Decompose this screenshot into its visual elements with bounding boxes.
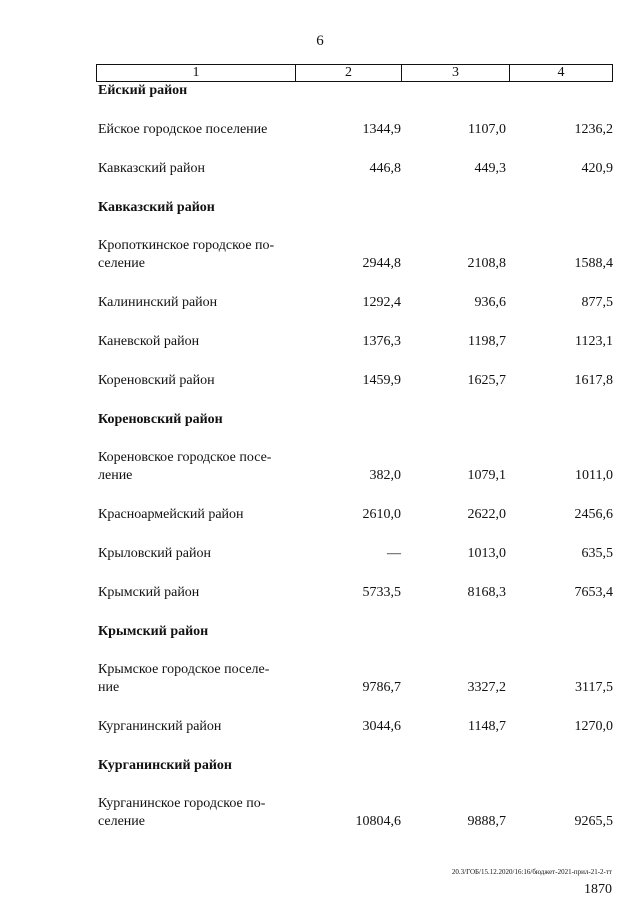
table-row bbox=[96, 696, 613, 736]
table-row bbox=[96, 562, 613, 602]
value-col-4: 2456,6 bbox=[574, 507, 613, 522]
value-col-4: 9265,5 bbox=[574, 814, 613, 829]
row-name: Кавказский район bbox=[98, 161, 206, 176]
table-row bbox=[96, 484, 613, 524]
row-name: Красноармейский район bbox=[98, 507, 244, 522]
value-col-3: 8168,3 bbox=[467, 585, 506, 600]
table-row bbox=[96, 233, 613, 273]
header-cell-3: 3 bbox=[401, 65, 509, 81]
value-col-4: 1123,1 bbox=[575, 334, 613, 349]
value-col-4: 420,9 bbox=[581, 161, 613, 176]
value-col-2: 382,0 bbox=[369, 468, 401, 483]
value-col-2: 9786,7 bbox=[362, 680, 401, 695]
row-name: Калининский район bbox=[98, 295, 218, 310]
value-col-2: 1292,4 bbox=[362, 295, 401, 310]
value-col-4: 1236,2 bbox=[574, 122, 613, 137]
row-name: Кореновский район bbox=[98, 373, 215, 388]
table-row bbox=[96, 138, 613, 178]
value-col-3: 3327,2 bbox=[467, 680, 506, 695]
value-col-2: — bbox=[387, 546, 401, 561]
value-col-2: 10804,6 bbox=[355, 814, 401, 829]
value-col-4: 7653,4 bbox=[574, 585, 613, 600]
value-col-3: 1107,0 bbox=[468, 122, 506, 137]
section-heading-row bbox=[96, 60, 613, 100]
row-name: Курганинское городское по- селение bbox=[98, 796, 266, 829]
value-col-3: 1013,0 bbox=[467, 546, 506, 561]
row-name: Кореновское городское посе- ление bbox=[98, 450, 272, 483]
value-col-4: 1588,4 bbox=[574, 256, 613, 271]
value-col-2: 1344,9 bbox=[362, 122, 401, 137]
value-col-2: 1459,9 bbox=[362, 373, 401, 388]
value-col-2: 2944,8 bbox=[362, 256, 401, 271]
row-name: Крымское городское поселе- ние bbox=[98, 662, 270, 695]
value-col-2: 3044,6 bbox=[362, 719, 401, 734]
section-heading-row bbox=[96, 601, 613, 641]
table-row bbox=[96, 657, 613, 697]
table-row bbox=[96, 523, 613, 563]
section-title: Ейский район bbox=[98, 83, 188, 98]
header-cell-4: 4 bbox=[509, 65, 612, 81]
row-name: Кропоткинское городское по- селение bbox=[98, 238, 275, 271]
value-col-4: 1617,8 bbox=[574, 373, 613, 388]
section-title: Курганинский район bbox=[98, 758, 232, 773]
section-title: Кавказский район bbox=[98, 200, 215, 215]
page-number: 6 bbox=[316, 33, 324, 49]
section-heading-row bbox=[96, 177, 613, 217]
value-col-3: 2108,8 bbox=[467, 256, 506, 271]
table-row bbox=[96, 350, 613, 390]
row-name: Курганинский район bbox=[98, 719, 222, 734]
section-heading-row bbox=[96, 735, 613, 775]
value-col-3: 936,6 bbox=[474, 295, 506, 310]
section-heading-row bbox=[96, 389, 613, 429]
value-col-3: 1079,1 bbox=[467, 468, 506, 483]
value-col-4: 1011,0 bbox=[575, 468, 613, 483]
section-title: Крымский район bbox=[98, 624, 209, 639]
table-row bbox=[96, 272, 613, 312]
value-col-4: 635,5 bbox=[581, 546, 613, 561]
table-row bbox=[96, 99, 613, 139]
document-stamp: 20.3/ГОБ/15.12.2020/16:16/бюджет-2021-прил-21-2-тт bbox=[451, 868, 612, 876]
value-col-3: 1198,7 bbox=[468, 334, 506, 349]
section-title: Кореновский район bbox=[98, 412, 223, 427]
table-row bbox=[96, 311, 613, 351]
row-name: Ейское городское поселение bbox=[98, 122, 268, 137]
value-col-4: 1270,0 bbox=[574, 719, 613, 734]
table-row bbox=[96, 791, 613, 831]
value-col-3: 2622,0 bbox=[467, 507, 506, 522]
value-col-2: 2610,0 bbox=[362, 507, 401, 522]
row-name: Крымский район bbox=[98, 585, 200, 600]
row-name: Крыловский район bbox=[98, 546, 211, 561]
value-col-4: 3117,5 bbox=[575, 680, 613, 695]
value-col-3: 1625,7 bbox=[467, 373, 506, 388]
value-col-3: 9888,7 bbox=[467, 814, 506, 829]
header-cell-2: 2 bbox=[295, 65, 401, 81]
value-col-2: 446,8 bbox=[369, 161, 401, 176]
value-col-4: 877,5 bbox=[581, 295, 613, 310]
table-row bbox=[96, 445, 613, 485]
value-col-3: 1148,7 bbox=[468, 719, 506, 734]
header-cell-1: 1 bbox=[192, 65, 200, 80]
value-col-3: 449,3 bbox=[474, 161, 506, 176]
value-col-2: 1376,3 bbox=[362, 334, 401, 349]
sheet-number: 1870 bbox=[584, 882, 612, 897]
value-col-2: 5733,5 bbox=[362, 585, 401, 600]
row-name: Каневской район bbox=[98, 334, 200, 349]
